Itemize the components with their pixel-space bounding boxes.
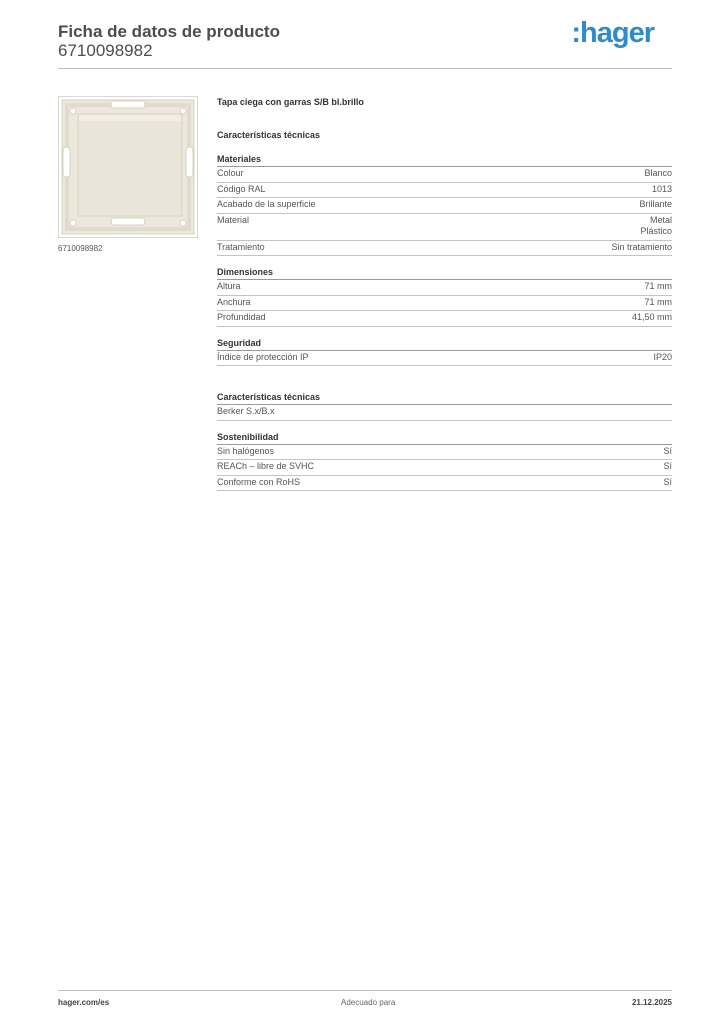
product-image [58, 96, 198, 238]
table-row [217, 198, 672, 214]
row-value: 71 mm [644, 281, 672, 291]
technical-characteristics-heading: Características técnicas [217, 130, 321, 140]
section-title: Dimensiones [217, 266, 672, 280]
footer-divider [58, 990, 672, 991]
row-value: 41,50 mm [631, 312, 672, 322]
section-dimensiones [217, 266, 672, 327]
row-value: 71 mm [644, 296, 672, 307]
product-code: 6710098982 [58, 41, 153, 60]
section-seguridad [217, 337, 672, 367]
blank-cover-plate-image [59, 97, 197, 237]
row-label: Código RAL [217, 183, 266, 194]
section-sostenibilidad [217, 431, 672, 492]
row-label: Conforme con RoHS [217, 476, 301, 487]
header-divider [58, 68, 672, 69]
table-row [217, 311, 672, 327]
row-label: REACh – libre de SVHC [217, 461, 315, 471]
row-value: Brillante [639, 199, 672, 209]
footer-date: 21.12.2025 [631, 998, 672, 1007]
row-value: Sí [663, 461, 672, 471]
product-name: Tapa ciega con garras S/B bl.brillo [217, 97, 364, 107]
row-label: Sin halógenos [217, 445, 275, 456]
table-row [217, 214, 672, 241]
row-label: Colour [217, 168, 244, 178]
row-value: 1013 [651, 183, 672, 194]
table-row [217, 183, 672, 199]
table-row [217, 280, 672, 296]
row-label: Material [217, 214, 250, 225]
table-row [217, 296, 672, 312]
row-label: Altura [217, 281, 241, 291]
table-row [217, 460, 672, 476]
row-value: Metal Plástico [640, 214, 672, 236]
table-row [217, 167, 672, 183]
table-row [217, 241, 672, 257]
row-label: Anchura [217, 296, 251, 307]
row-label: Profundidad [217, 312, 266, 322]
section-title: Características técnicas [217, 391, 672, 405]
row-label: Tratamiento [217, 241, 265, 252]
row-label: Acabado de la superficie [217, 199, 316, 209]
image-caption: 6710098982 [58, 244, 103, 253]
section-title: Sostenibilidad [217, 431, 672, 445]
section-title: Seguridad [217, 337, 672, 351]
section-materiales [217, 153, 672, 256]
row-value: Sin tratamiento [611, 241, 672, 252]
table-row [217, 405, 672, 421]
table-row [217, 445, 672, 461]
footer-suitable-for: Adecuado para [341, 998, 396, 1007]
website-link[interactable]: hager.com/es [58, 998, 110, 1007]
row-label: Berker S.x/B.x [217, 406, 275, 416]
table-row [217, 476, 672, 492]
row-value: IP20 [653, 351, 672, 362]
table-row [217, 351, 672, 367]
row-value: Sí [663, 445, 672, 456]
row-value: Blanco [644, 168, 672, 178]
product-details [217, 96, 672, 501]
document-title: Ficha de datos de producto [58, 22, 280, 41]
hager-logo: :hager [571, 17, 654, 49]
row-label: Índice de protección IP [217, 351, 309, 362]
page-header [58, 17, 672, 68]
row-value: Sí [663, 476, 672, 487]
section-caracteristicas-tecnicas [217, 391, 672, 421]
logo-text: hager [580, 17, 654, 49]
section-title: Materiales [217, 153, 672, 167]
